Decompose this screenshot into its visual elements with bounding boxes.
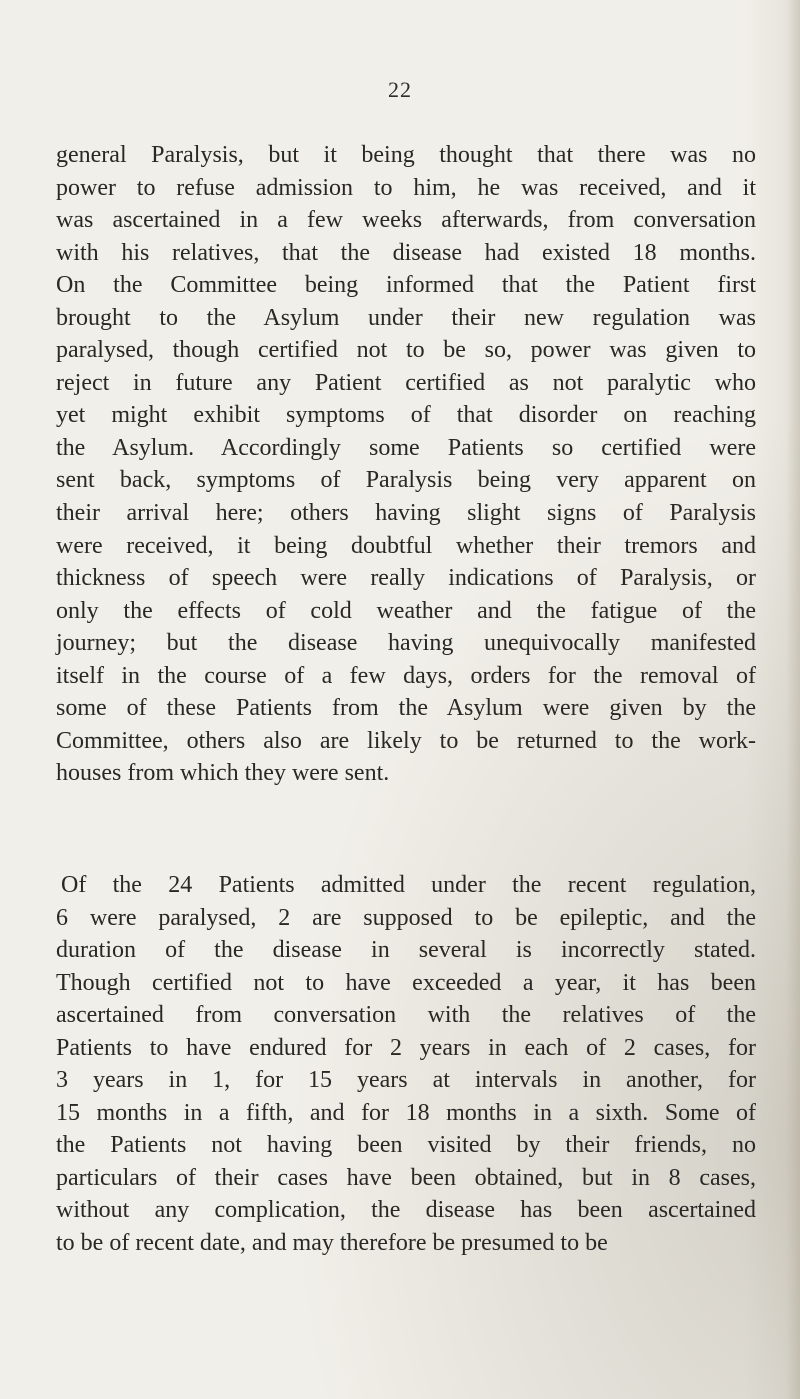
text-line: some of these Patients from the Asylum were given by the [56, 695, 756, 722]
text-line: to be of recent date, and may therefore be presumed to be [56, 1230, 608, 1257]
text-line: itself in the course of a few days, orders for the removal of [56, 662, 756, 689]
text-line: the Asylum. Accordingly some Patients so certified were [56, 434, 756, 461]
page-edge-shadow [786, 0, 800, 1399]
text-line: 6 were paralysed, 2 are supposed to be epileptic, and the [56, 904, 756, 931]
text-line: general Paralysis, but it being thought that there was no [56, 142, 756, 168]
text-line: On the Committee being informed that the Patient first [56, 272, 756, 299]
text-line: brought to the Asylum under their new regulation was [56, 304, 756, 331]
text-line: Though certified not to have exceeded a year, it has been [56, 969, 756, 996]
text-line: ascertained from conversation with the relatives of the [56, 1002, 756, 1029]
text-line: power to refuse admission to him, he was received, and it [56, 174, 756, 201]
text-line: Of the 24 Patients admitted under the recent regulation, [61, 872, 756, 898]
text-line: particulars of their cases have been obtained, but in 8 cases, [56, 1164, 756, 1191]
text-line: paralysed, though certified not to be so, power was given to [56, 337, 756, 364]
text-line: thickness of speech were really indications of Paralysis, or [56, 565, 756, 592]
text-line: only the effects of cold weather and the fatigue of the [56, 597, 756, 624]
text-line: yet might exhibit symptoms of that disorder on reaching [56, 402, 756, 429]
text-line: 3 years in 1, for 15 years at intervals in another, for [56, 1067, 756, 1094]
text-line: houses from which they were sent. [56, 760, 390, 787]
text-line: journey; but the disease having unequivocally manifested [56, 630, 756, 657]
paragraph-1 [56, 139, 756, 790]
text-line: with his relatives, that the disease had existed 18 months. [56, 239, 756, 266]
text-line: reject in future any Patient certified as not paralytic who [56, 369, 756, 396]
page-number: 22 [388, 77, 412, 102]
text-line: was ascertained in a few weeks afterwards, from conversation [56, 207, 756, 234]
text-line: were received, it being doubtful whether their tremors and [56, 532, 756, 559]
text-line: sent back, symptoms of Paralysis being very apparent on [56, 467, 756, 494]
paragraph-2 [56, 869, 756, 1260]
text-line: 15 months in a fifth, and for 18 months in a sixth. Some of [56, 1099, 756, 1126]
text-line: without any complication, the disease has been ascertained [56, 1197, 756, 1224]
text-line: the Patients not having been visited by their friends, no [56, 1132, 756, 1159]
text-line: duration of the disease in several is incorrectly stated. [56, 937, 756, 964]
text-line: their arrival here; others having slight signs of Paralysis [56, 500, 756, 527]
text-line: Committee, others also are likely to be returned to the work- [56, 727, 756, 754]
text-line: Patients to have endured for 2 years in each of 2 cases, for [56, 1034, 756, 1061]
